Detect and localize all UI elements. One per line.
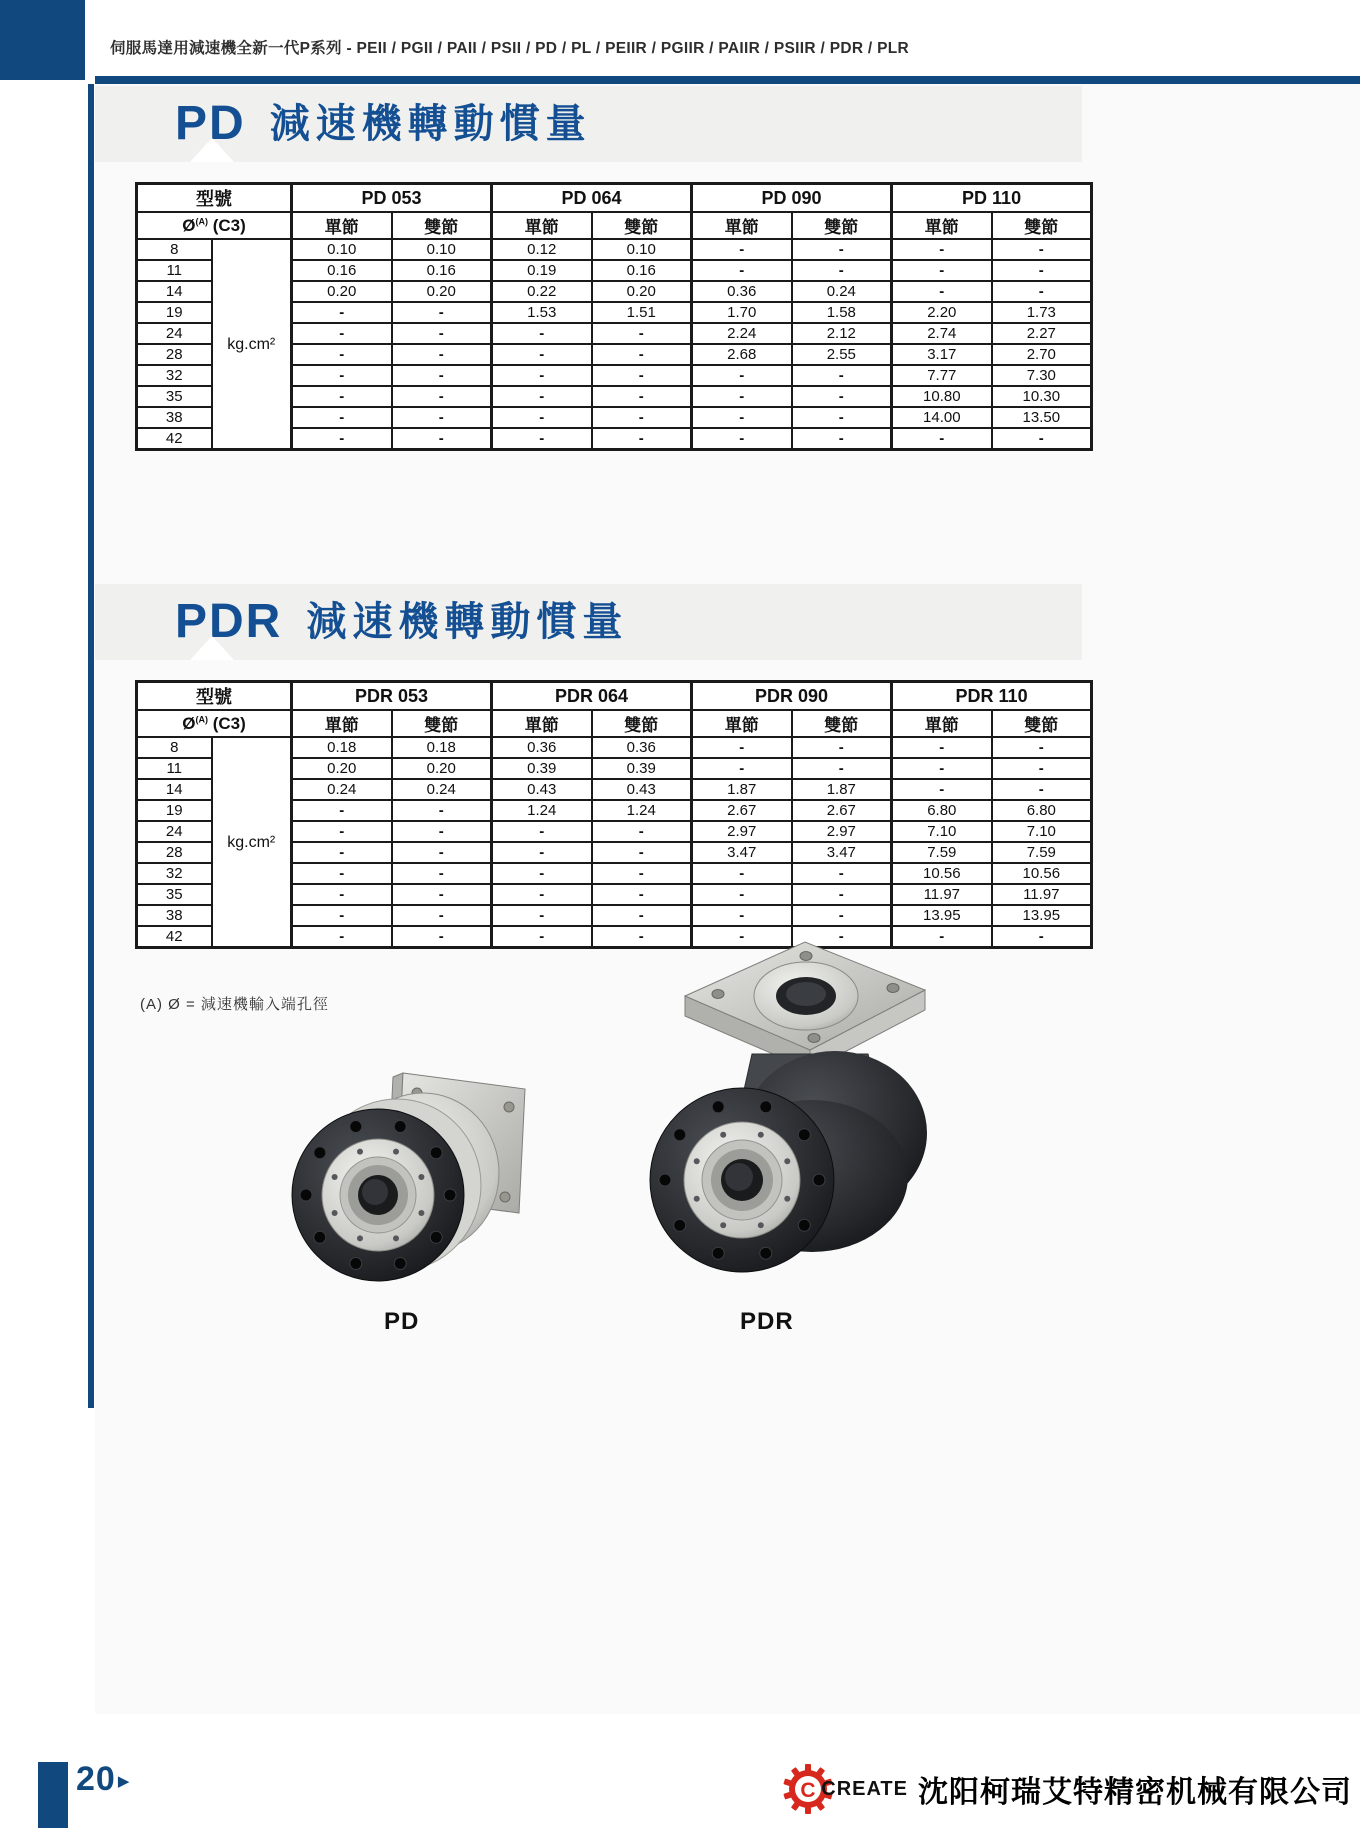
model-name-cell: PD 090 xyxy=(692,184,892,213)
pdr-title-band xyxy=(95,584,1082,660)
inertia-value-cell: - xyxy=(892,281,992,302)
inertia-value-cell: - xyxy=(492,386,592,407)
pd-title-band xyxy=(95,86,1082,162)
inertia-value-cell: 13.95 xyxy=(892,905,992,926)
stage-header-cell: 單節 xyxy=(492,710,592,737)
bore-size-cell: 24 xyxy=(137,323,212,344)
inertia-value-cell: - xyxy=(392,386,492,407)
inertia-value-cell: 7.10 xyxy=(892,821,992,842)
image-label-pd: PD xyxy=(384,1308,420,1335)
inertia-value-cell: 2.55 xyxy=(792,344,892,365)
inertia-value-cell: 0.39 xyxy=(492,758,592,779)
bore-size-cell: 38 xyxy=(137,905,212,926)
inertia-value-cell: 6.80 xyxy=(992,800,1092,821)
spec-row xyxy=(137,737,1092,758)
inertia-value-cell: - xyxy=(292,323,392,344)
inertia-value-cell: - xyxy=(492,323,592,344)
inertia-value-cell: 1.87 xyxy=(692,779,792,800)
inertia-value-cell: - xyxy=(992,758,1092,779)
bore-size-cell: 19 xyxy=(137,302,212,323)
stage-header-cell: 雙節 xyxy=(992,710,1092,737)
inertia-value-cell: 1.87 xyxy=(792,779,892,800)
bore-size-cell: 42 xyxy=(137,926,212,948)
inertia-value-cell: - xyxy=(592,428,692,450)
bore-size-cell: 14 xyxy=(137,281,212,302)
inertia-value-cell: - xyxy=(692,737,792,758)
inertia-value-cell: - xyxy=(292,842,392,863)
inertia-value-cell: 7.59 xyxy=(992,842,1092,863)
inertia-value-cell: 2.97 xyxy=(792,821,892,842)
bore-size-cell: 8 xyxy=(137,737,212,758)
model-name-cell: PDR 064 xyxy=(492,682,692,711)
inertia-value-cell: - xyxy=(792,365,892,386)
inertia-value-cell: - xyxy=(492,863,592,884)
inertia-value-cell: 0.24 xyxy=(392,779,492,800)
inertia-value-cell: 2.97 xyxy=(692,821,792,842)
inertia-value-cell: 1.24 xyxy=(592,800,692,821)
inertia-value-cell: 1.73 xyxy=(992,302,1092,323)
inertia-value-cell: 7.77 xyxy=(892,365,992,386)
section-title-text: 減速機轉動慣量 xyxy=(306,600,629,644)
inertia-value-cell: - xyxy=(292,926,392,948)
stage-header-cell: 雙節 xyxy=(392,710,492,737)
inertia-value-cell: 1.58 xyxy=(792,302,892,323)
inertia-value-cell: - xyxy=(392,323,492,344)
inertia-value-cell: 2.24 xyxy=(692,323,792,344)
inertia-value-cell: 10.30 xyxy=(992,386,1092,407)
stage-header-cell: 單節 xyxy=(292,710,392,737)
inertia-value-cell: 0.24 xyxy=(292,779,392,800)
inertia-value-cell: - xyxy=(392,842,492,863)
footer-page-square xyxy=(38,1762,68,1828)
inertia-value-cell: 10.56 xyxy=(992,863,1092,884)
inertia-value-cell: - xyxy=(392,428,492,450)
inertia-value-cell: 10.80 xyxy=(892,386,992,407)
inertia-value-cell: 6.80 xyxy=(892,800,992,821)
inertia-value-cell: 2.20 xyxy=(892,302,992,323)
inertia-value-cell: 13.50 xyxy=(992,407,1092,428)
stage-header-cell: 單節 xyxy=(692,212,792,239)
inertia-value-cell: - xyxy=(992,260,1092,281)
stage-header-cell: 單節 xyxy=(892,710,992,737)
inertia-value-cell: - xyxy=(792,386,892,407)
inertia-value-cell: - xyxy=(592,407,692,428)
inertia-value-cell: - xyxy=(792,260,892,281)
inertia-value-cell: - xyxy=(592,323,692,344)
logo-wordmark: CREATE xyxy=(821,1777,908,1800)
inertia-value-cell: - xyxy=(792,926,892,948)
inertia-value-cell: - xyxy=(892,737,992,758)
inertia-value-cell: 1.51 xyxy=(592,302,692,323)
inertia-value-cell: - xyxy=(592,905,692,926)
inertia-value-cell: - xyxy=(492,365,592,386)
inertia-value-cell: - xyxy=(992,239,1092,260)
create-logo-block xyxy=(782,1763,1352,1815)
inertia-value-cell: 0.16 xyxy=(392,260,492,281)
inertia-value-cell: - xyxy=(992,779,1092,800)
inertia-value-cell: - xyxy=(592,884,692,905)
footnote: (A) Ø = 減速機輸入端孔徑 xyxy=(140,996,329,1013)
inertia-value-cell: 11.97 xyxy=(892,884,992,905)
model-name-cell: PD 064 xyxy=(492,184,692,213)
unit-cell: kg.cm² xyxy=(212,737,292,948)
bore-size-cell: 32 xyxy=(137,863,212,884)
inertia-value-cell: 3.47 xyxy=(792,842,892,863)
inertia-value-cell: - xyxy=(892,779,992,800)
stage-header-cell: 雙節 xyxy=(792,212,892,239)
section-title-code: PD xyxy=(175,97,246,150)
inertia-value-cell: 3.17 xyxy=(892,344,992,365)
inertia-value-cell: - xyxy=(592,863,692,884)
inertia-value-cell: 2.68 xyxy=(692,344,792,365)
page-arrow-icon: ▶ xyxy=(117,1772,130,1790)
inertia-value-cell: - xyxy=(392,926,492,948)
inertia-value-cell: - xyxy=(692,863,792,884)
inertia-value-cell: 0.12 xyxy=(492,239,592,260)
inertia-value-cell: - xyxy=(492,884,592,905)
inertia-value-cell: 0.16 xyxy=(592,260,692,281)
image-label-pdr: PDR xyxy=(740,1308,794,1335)
inertia-value-cell: 7.59 xyxy=(892,842,992,863)
inertia-value-cell: - xyxy=(492,842,592,863)
model-name-cell: PDR 090 xyxy=(692,682,892,711)
inertia-value-cell: - xyxy=(592,926,692,948)
bore-size-cell: 11 xyxy=(137,260,212,281)
diameter-header-cell: $Ø^{(A)}$ (C3) xyxy=(137,212,292,239)
stage-header-cell: 雙節 xyxy=(992,212,1092,239)
inertia-value-cell: - xyxy=(692,365,792,386)
inertia-value-cell: 2.12 xyxy=(792,323,892,344)
inertia-value-cell: 0.20 xyxy=(392,758,492,779)
inertia-value-cell: - xyxy=(692,260,792,281)
inertia-value-cell: - xyxy=(792,428,892,450)
inertia-value-cell: 1.24 xyxy=(492,800,592,821)
inertia-value-cell: - xyxy=(492,926,592,948)
bore-size-cell: 19 xyxy=(137,800,212,821)
page-number: 20 xyxy=(76,1760,116,1798)
inertia-value-cell: 2.74 xyxy=(892,323,992,344)
inertia-value-cell: 14.00 xyxy=(892,407,992,428)
inertia-value-cell: 0.20 xyxy=(592,281,692,302)
inertia-value-cell: - xyxy=(692,926,792,948)
inertia-value-cell: - xyxy=(292,344,392,365)
inertia-value-cell: - xyxy=(692,428,792,450)
inertia-value-cell: 7.30 xyxy=(992,365,1092,386)
bore-size-cell: 14 xyxy=(137,779,212,800)
inertia-value-cell: - xyxy=(692,758,792,779)
inertia-value-cell: - xyxy=(792,758,892,779)
inertia-value-cell: - xyxy=(292,386,392,407)
inertia-value-cell: 0.16 xyxy=(292,260,392,281)
inertia-value-cell: - xyxy=(892,926,992,948)
inertia-value-cell: 3.47 xyxy=(692,842,792,863)
inertia-value-cell: - xyxy=(592,344,692,365)
inertia-value-cell: 2.27 xyxy=(992,323,1092,344)
inertia-value-cell: - xyxy=(692,884,792,905)
inertia-value-cell: - xyxy=(892,239,992,260)
inertia-value-cell: - xyxy=(392,884,492,905)
model-name-cell: PDR 053 xyxy=(292,682,492,711)
model-header-cell: 型號 xyxy=(137,184,292,213)
stage-header-cell: 單節 xyxy=(492,212,592,239)
inertia-value-cell: - xyxy=(692,386,792,407)
inertia-value-cell: 0.10 xyxy=(292,239,392,260)
inertia-value-cell: 0.20 xyxy=(292,758,392,779)
inertia-value-cell: - xyxy=(792,407,892,428)
inertia-value-cell: - xyxy=(592,842,692,863)
inertia-value-cell: 2.67 xyxy=(792,800,892,821)
inertia-value-cell: 0.36 xyxy=(592,737,692,758)
stage-header-cell: 單節 xyxy=(692,710,792,737)
accent-bar xyxy=(95,76,1360,84)
inertia-value-cell: - xyxy=(992,737,1092,758)
section-title-text: 減速機轉動慣量 xyxy=(269,102,592,146)
inertia-value-cell: - xyxy=(392,407,492,428)
inertia-value-cell: 0.39 xyxy=(592,758,692,779)
inertia-value-cell: 10.56 xyxy=(892,863,992,884)
inertia-value-cell: - xyxy=(492,428,592,450)
inertia-value-cell: - xyxy=(292,863,392,884)
inertia-value-cell: - xyxy=(492,821,592,842)
model-name-cell: PD 053 xyxy=(292,184,492,213)
inertia-value-cell: - xyxy=(392,905,492,926)
inertia-value-cell: - xyxy=(992,926,1092,948)
inertia-value-cell: - xyxy=(292,407,392,428)
inertia-value-cell: - xyxy=(292,821,392,842)
inertia-value-cell: - xyxy=(692,407,792,428)
corner-block xyxy=(0,0,85,80)
inertia-value-cell: 1.70 xyxy=(692,302,792,323)
inertia-value-cell: 0.20 xyxy=(292,281,392,302)
stage-header-cell: 雙節 xyxy=(392,212,492,239)
unit-cell: kg.cm² xyxy=(212,239,292,450)
side-rule xyxy=(88,84,94,1408)
inertia-value-cell: 0.10 xyxy=(392,239,492,260)
company-name: 沈阳柯瑞艾特精密机械有限公司 xyxy=(918,1776,1352,1809)
inertia-value-cell: 2.70 xyxy=(992,344,1092,365)
pd-inertia-table xyxy=(135,182,1093,451)
bore-size-cell: 28 xyxy=(137,842,212,863)
inertia-value-cell: - xyxy=(292,428,392,450)
inertia-value-cell: 0.19 xyxy=(492,260,592,281)
stage-header-cell: 單節 xyxy=(892,212,992,239)
header-strip: 伺服馬達用減速機全新一代P系列 - PEII / PGII / PAII / PSII / PD / PL / PEIIR / PGIIR / PAIIR / PSIIR / PDR / PLR xyxy=(110,40,910,57)
band-notch xyxy=(190,138,234,162)
inertia-value-cell: - xyxy=(692,239,792,260)
inertia-value-cell: - xyxy=(892,758,992,779)
stage-header-cell: 單節 xyxy=(292,212,392,239)
inertia-value-cell: - xyxy=(592,386,692,407)
inertia-value-cell: - xyxy=(392,821,492,842)
inertia-value-cell: - xyxy=(392,800,492,821)
inertia-value-cell: 7.10 xyxy=(992,821,1092,842)
pdr-inertia-table xyxy=(135,680,1093,949)
inertia-value-cell: - xyxy=(392,365,492,386)
inertia-value-cell: - xyxy=(592,365,692,386)
bore-size-cell: 24 xyxy=(137,821,212,842)
inertia-value-cell: - xyxy=(292,302,392,323)
inertia-value-cell: 0.43 xyxy=(592,779,692,800)
band-notch xyxy=(190,636,234,660)
bore-size-cell: 38 xyxy=(137,407,212,428)
pdr-gearbox-illustration xyxy=(610,928,980,1300)
inertia-value-cell: - xyxy=(792,884,892,905)
inertia-value-cell: 0.18 xyxy=(392,737,492,758)
inertia-value-cell: - xyxy=(892,428,992,450)
spec-row xyxy=(137,239,1092,260)
model-header-cell: 型號 xyxy=(137,682,292,711)
inertia-value-cell: 0.18 xyxy=(292,737,392,758)
inertia-value-cell: 0.36 xyxy=(492,737,592,758)
inertia-value-cell: - xyxy=(392,863,492,884)
inertia-value-cell: - xyxy=(992,281,1092,302)
inertia-value-cell: - xyxy=(592,821,692,842)
model-name-cell: PD 110 xyxy=(892,184,1092,213)
inertia-value-cell: 11.97 xyxy=(992,884,1092,905)
inertia-value-cell: - xyxy=(292,365,392,386)
inertia-value-cell: - xyxy=(792,905,892,926)
bore-size-cell: 11 xyxy=(137,758,212,779)
inertia-value-cell: 13.95 xyxy=(992,905,1092,926)
logo-letter: C xyxy=(800,1779,816,1802)
inertia-value-cell: 0.22 xyxy=(492,281,592,302)
inertia-value-cell: - xyxy=(392,344,492,365)
inertia-value-cell: - xyxy=(792,737,892,758)
inertia-value-cell: - xyxy=(492,905,592,926)
model-name-cell: PDR 110 xyxy=(892,682,1092,711)
bore-size-cell: 28 xyxy=(137,344,212,365)
bore-size-cell: 35 xyxy=(137,386,212,407)
section-title-code: PDR xyxy=(175,595,283,648)
inertia-value-cell: - xyxy=(692,905,792,926)
bore-size-cell: 8 xyxy=(137,239,212,260)
inertia-value-cell: - xyxy=(492,407,592,428)
pd-gearbox-illustration xyxy=(275,1055,535,1300)
page-number-block xyxy=(76,1760,129,1799)
bore-size-cell: 32 xyxy=(137,365,212,386)
inertia-value-cell: - xyxy=(292,905,392,926)
diameter-header-cell: $Ø^{(A)}$ (C3) xyxy=(137,710,292,737)
bore-size-cell: 42 xyxy=(137,428,212,450)
inertia-value-cell: - xyxy=(292,884,392,905)
stage-header-cell: 雙節 xyxy=(592,710,692,737)
inertia-value-cell: 0.24 xyxy=(792,281,892,302)
inertia-value-cell: - xyxy=(492,344,592,365)
inertia-value-cell: - xyxy=(792,863,892,884)
inertia-value-cell: 0.36 xyxy=(692,281,792,302)
inertia-value-cell: - xyxy=(992,428,1092,450)
stage-header-cell: 雙節 xyxy=(792,710,892,737)
inertia-value-cell: - xyxy=(792,239,892,260)
inertia-value-cell: 0.20 xyxy=(392,281,492,302)
bore-size-cell: 35 xyxy=(137,884,212,905)
inertia-value-cell: - xyxy=(392,302,492,323)
inertia-value-cell: 0.43 xyxy=(492,779,592,800)
stage-header-cell: 雙節 xyxy=(592,212,692,239)
inertia-value-cell: 2.67 xyxy=(692,800,792,821)
inertia-value-cell: 1.53 xyxy=(492,302,592,323)
inertia-value-cell: - xyxy=(292,800,392,821)
inertia-value-cell: 0.10 xyxy=(592,239,692,260)
inertia-value-cell: - xyxy=(892,260,992,281)
